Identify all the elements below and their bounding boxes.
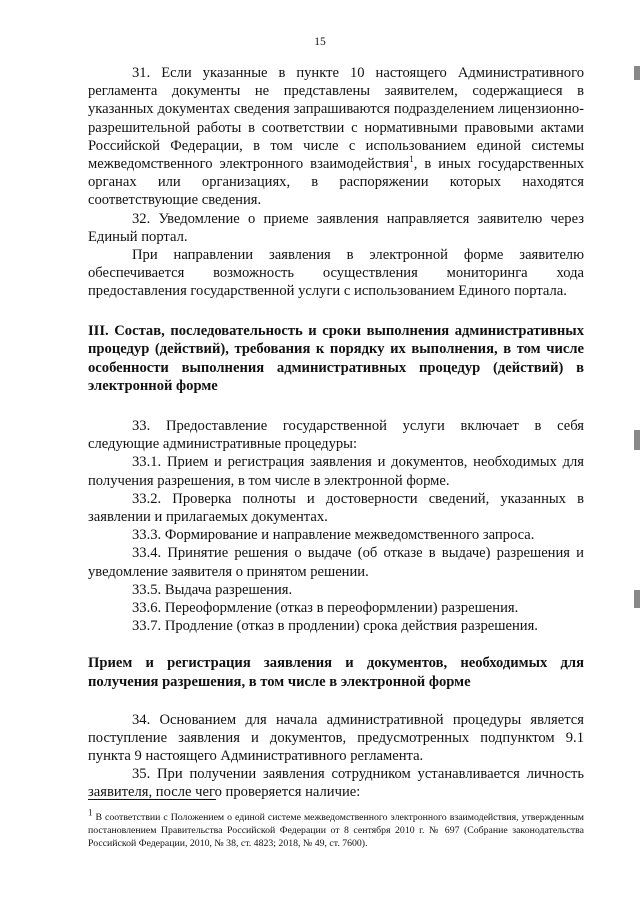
paragraph-34: 34. Основанием для начала административной процедуры является поступление заявления и документов, предусмотренных подпунктом 9.1 пункта 9 настоящего Административного регламента. <box>88 711 584 765</box>
page-number: 15 <box>314 36 326 48</box>
paragraph-32: 32. Уведомление о приеме заявления направляется заявителю через Единый портал. <box>88 210 584 245</box>
procedure-item: 33.7. Продление (отказ в продлении) срока действия разрешения. <box>132 618 538 635</box>
paragraph-32-monitoring: При направлении заявления в электронной форме заявителю обеспечивается возможность осуществления мониторинга хода предоставления государственной услуги с использованием Единого портала. <box>88 247 584 300</box>
footnote-text: В соответствии с Положением о единой системе межведомственного электронного взаимодействия, утвержденным постановлением Правительства Российской Федерации от 8 сентября 2010 г. № 697 (Собрание законодательства Российской Федерации, 2010, № 38, ст. 4823; 2018, № 49, ст. 7600). <box>88 812 584 849</box>
procedure-item: 33.5. Выдача разрешения. <box>132 581 293 598</box>
scan-edge-mark <box>634 66 640 80</box>
footnote-divider <box>88 799 216 800</box>
paragraph-31: 31. Если указанные в пункте 10 настоящего Административного регламента документы не представлены заявителем, содержащиеся в указанных документах сведения запрашиваются подразделением лицензионно-разрешительной работы в соответствии с нормативными правовыми актами Российской Федерации, в том числе с использованием единой системы межведомственного электронного взаимодействия$^1$, в иных государственных органах или организациях, в распоряжении которых находятся соответствующие сведения. <box>88 65 585 209</box>
section-heading: III. Состав, последовательность и сроки выполнения административных процедур (действий), требования к порядку их выполнения, в том числе особенности выполнения административных процедур (действий) в электронной форме <box>88 322 584 395</box>
procedure-item: 33.1. Прием и регистрация заявления и документов, необходимых для получения разрешения, в том числе в электронной форме. <box>88 454 584 489</box>
procedure-item: 33.2. Проверка полноты и достоверности сведений, указанных в заявлении и прилагаемых документах. <box>88 490 584 526</box>
document-body <box>88 64 584 802</box>
footnote-ref: 1 <box>409 154 414 165</box>
paragraph-35: 35. При получении заявления сотрудником устанавливается личность заявителя, после чего проверяется наличие: <box>88 766 584 801</box>
paragraph-33: 33. Предоставление государственной услуги включает в себя следующие административные процедуры: <box>88 418 584 453</box>
procedure-item: 33.6. Переоформление (отказ в переоформлении) разрешения. <box>132 600 519 617</box>
scan-edge-mark <box>634 430 640 450</box>
footnote-mark: 1 <box>88 807 93 818</box>
procedure-item: 33.3. Формирование и направление межведомственного запроса. <box>132 527 535 544</box>
scan-edge-mark <box>634 590 640 608</box>
footnote <box>88 807 584 850</box>
subsection-heading: Прием и регистрация заявления и документов, необходимых для получения разрешения, в том числе в электронной форме <box>88 655 584 691</box>
procedure-item: 33.4. Принятие решения о выдаче (об отказе в выдаче) разрешения и уведомление заявителя о принятом решении. <box>88 545 584 580</box>
